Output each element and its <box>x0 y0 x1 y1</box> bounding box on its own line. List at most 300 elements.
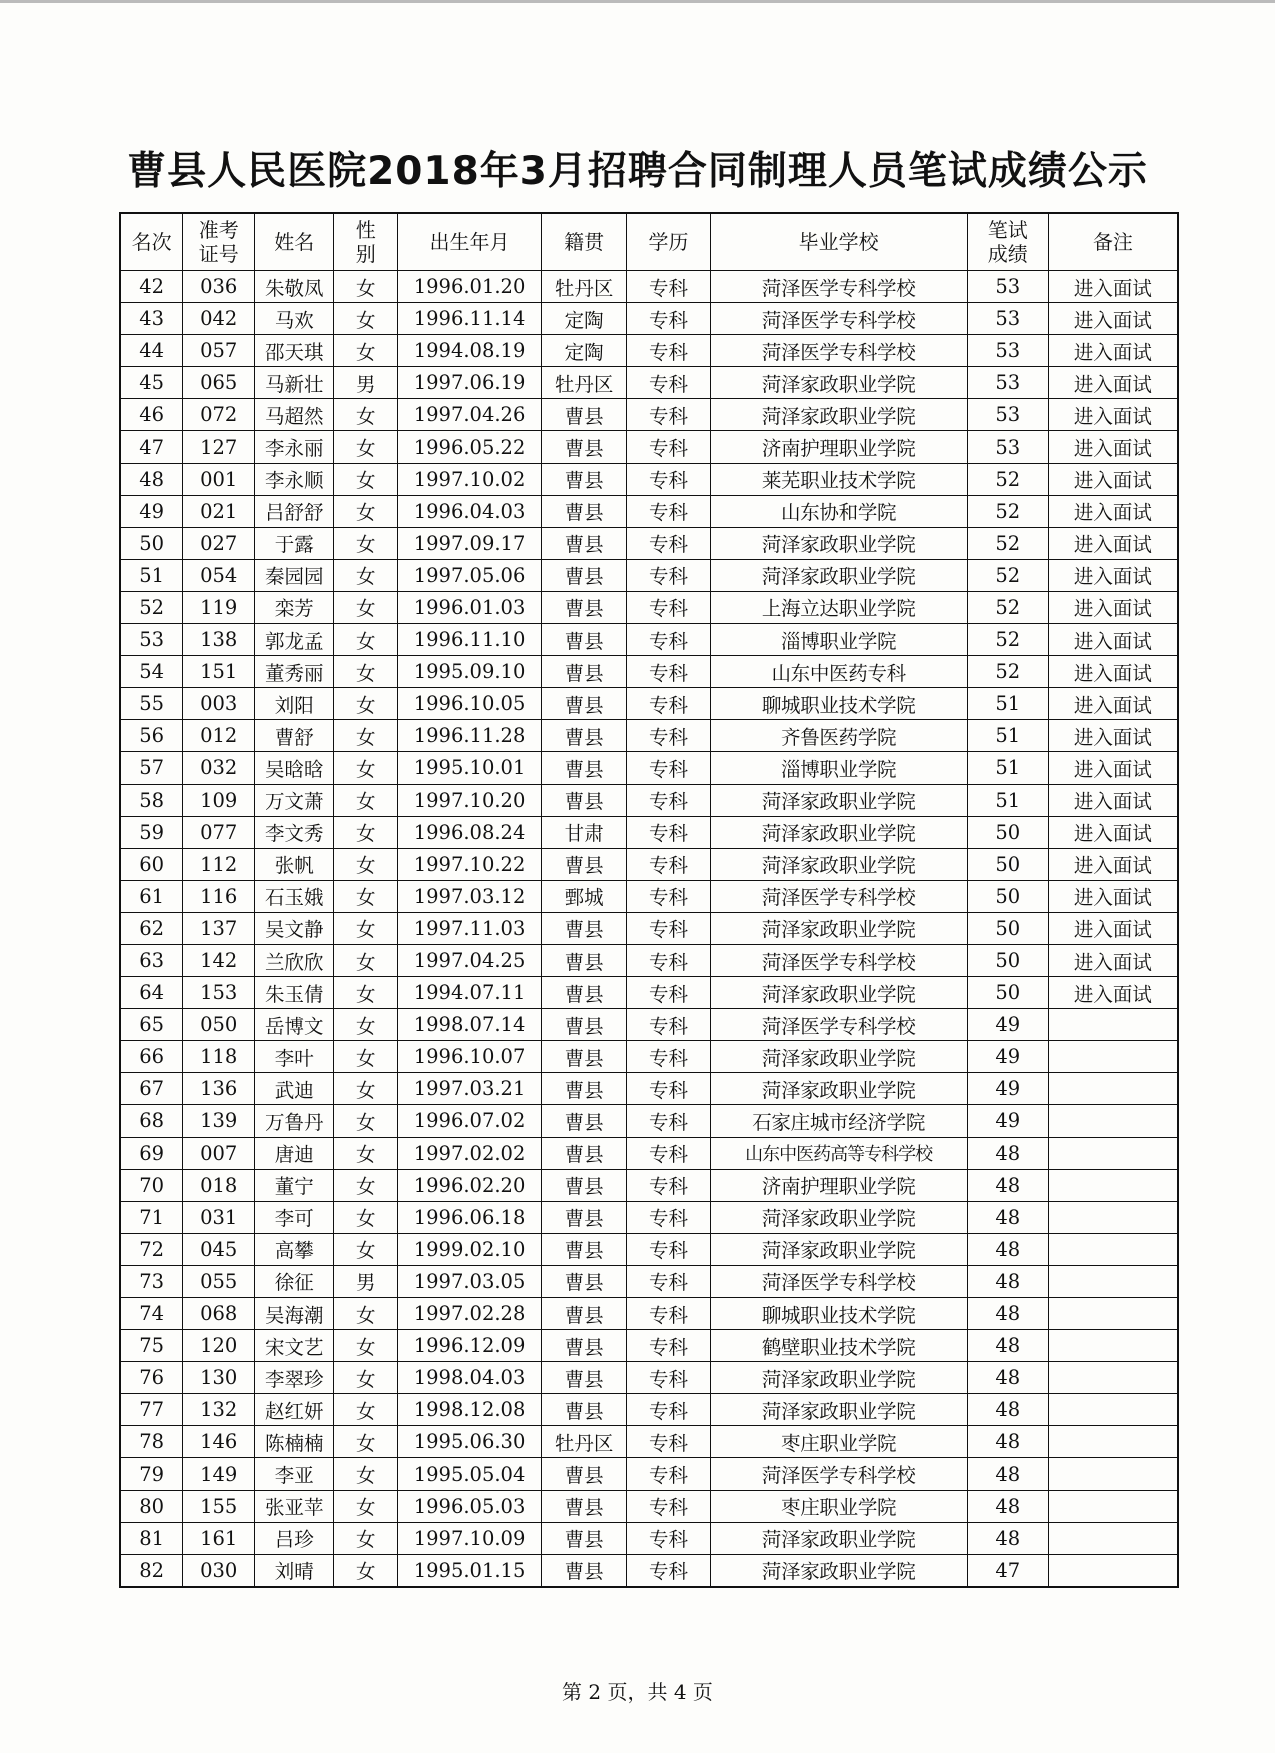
cell-written-score: 52 <box>967 591 1048 623</box>
cell-hometown: 曹县 <box>542 1394 627 1426</box>
cell-remark: 进入面试 <box>1048 784 1178 816</box>
cell-remark: 进入面试 <box>1048 527 1178 559</box>
cell-written-score: 48 <box>967 1201 1048 1233</box>
cell-school: 枣庄职业学院 <box>710 1490 967 1522</box>
cell-education: 专科 <box>627 656 710 688</box>
cell-ticket-no: 072 <box>183 399 255 431</box>
cell-remark <box>1048 1073 1178 1105</box>
cell-school: 菏泽家政职业学院 <box>710 1394 967 1426</box>
cell-hometown: 曹县 <box>542 1105 627 1137</box>
cell-rank: 75 <box>120 1330 183 1362</box>
cell-name: 陈楠楠 <box>255 1426 334 1458</box>
cell-education: 专科 <box>627 944 710 976</box>
cell-ticket-no: 055 <box>183 1265 255 1297</box>
cell-ticket-no: 142 <box>183 944 255 976</box>
cell-written-score: 49 <box>967 1105 1048 1137</box>
cell-rank: 52 <box>120 591 183 623</box>
cell-name: 宋文艺 <box>255 1330 334 1362</box>
table-row <box>120 880 1178 912</box>
header-rank: 名次 <box>120 213 183 271</box>
cell-written-score: 50 <box>967 880 1048 912</box>
cell-rank: 48 <box>120 463 183 495</box>
cell-school: 菏泽医学专科学校 <box>710 303 967 335</box>
table-row <box>120 688 1178 720</box>
cell-written-score: 50 <box>967 912 1048 944</box>
cell-ticket-no: 036 <box>183 271 255 303</box>
table-row <box>120 1009 1178 1041</box>
cell-remark: 进入面试 <box>1048 367 1178 399</box>
cell-rank: 50 <box>120 527 183 559</box>
cell-hometown: 曹县 <box>542 1458 627 1490</box>
cell-birth-date: 1996.10.07 <box>398 1041 542 1073</box>
cell-name: 兰欣欣 <box>255 944 334 976</box>
cell-name: 董宁 <box>255 1169 334 1201</box>
cell-remark <box>1048 1554 1178 1587</box>
cell-remark: 进入面试 <box>1048 752 1178 784</box>
cell-ticket-no: 146 <box>183 1426 255 1458</box>
cell-education: 专科 <box>627 463 710 495</box>
cell-ticket-no: 001 <box>183 463 255 495</box>
cell-remark <box>1048 1137 1178 1169</box>
cell-education: 专科 <box>627 977 710 1009</box>
cell-school: 齐鲁医药学院 <box>710 720 967 752</box>
cell-birth-date: 1996.04.03 <box>398 495 542 527</box>
cell-gender: 女 <box>334 559 398 591</box>
cell-remark: 进入面试 <box>1048 688 1178 720</box>
cell-education: 专科 <box>627 688 710 720</box>
cell-hometown: 曹县 <box>542 720 627 752</box>
cell-education: 专科 <box>627 1330 710 1362</box>
cell-name: 高攀 <box>255 1233 334 1265</box>
cell-ticket-no: 153 <box>183 977 255 1009</box>
cell-rank: 61 <box>120 880 183 912</box>
cell-hometown: 曹县 <box>542 399 627 431</box>
cell-hometown: 曹县 <box>542 656 627 688</box>
table-row <box>120 1522 1178 1554</box>
results-table <box>119 212 1179 1588</box>
cell-rank: 58 <box>120 784 183 816</box>
cell-education: 专科 <box>627 848 710 880</box>
cell-gender: 女 <box>334 1169 398 1201</box>
cell-school: 上海立达职业学院 <box>710 591 967 623</box>
cell-name: 刘阳 <box>255 688 334 720</box>
cell-hometown: 曹县 <box>542 591 627 623</box>
table-row <box>120 431 1178 463</box>
cell-remark <box>1048 1458 1178 1490</box>
cell-rank: 59 <box>120 816 183 848</box>
cell-written-score: 51 <box>967 784 1048 816</box>
table-row <box>120 1137 1178 1169</box>
cell-ticket-no: 007 <box>183 1137 255 1169</box>
table-row <box>120 1426 1178 1458</box>
cell-written-score: 49 <box>967 1041 1048 1073</box>
cell-rank: 65 <box>120 1009 183 1041</box>
cell-hometown: 牡丹区 <box>542 1426 627 1458</box>
cell-name: 李永顺 <box>255 463 334 495</box>
cell-gender: 女 <box>334 399 398 431</box>
cell-rank: 56 <box>120 720 183 752</box>
cell-hometown: 牡丹区 <box>542 271 627 303</box>
cell-school: 济南护理职业学院 <box>710 1169 967 1201</box>
cell-hometown: 曹县 <box>542 1169 627 1201</box>
cell-rank: 74 <box>120 1298 183 1330</box>
table-row <box>120 944 1178 976</box>
cell-gender: 女 <box>334 944 398 976</box>
cell-written-score: 53 <box>967 335 1048 367</box>
cell-education: 专科 <box>627 1041 710 1073</box>
cell-birth-date: 1996.06.18 <box>398 1201 542 1233</box>
cell-written-score: 48 <box>967 1298 1048 1330</box>
cell-education: 专科 <box>627 1073 710 1105</box>
table-row <box>120 1554 1178 1587</box>
cell-education: 专科 <box>627 527 710 559</box>
cell-education: 专科 <box>627 431 710 463</box>
table-row <box>120 720 1178 752</box>
cell-ticket-no: 149 <box>183 1458 255 1490</box>
cell-gender: 女 <box>334 624 398 656</box>
cell-birth-date: 1996.11.14 <box>398 303 542 335</box>
cell-birth-date: 1995.05.04 <box>398 1458 542 1490</box>
cell-education: 专科 <box>627 559 710 591</box>
cell-school: 鹤壁职业技术学院 <box>710 1330 967 1362</box>
table-row <box>120 303 1178 335</box>
cell-written-score: 48 <box>967 1233 1048 1265</box>
cell-written-score: 49 <box>967 1073 1048 1105</box>
cell-ticket-no: 042 <box>183 303 255 335</box>
cell-gender: 女 <box>334 1490 398 1522</box>
cell-ticket-no: 054 <box>183 559 255 591</box>
cell-school: 枣庄职业学院 <box>710 1426 967 1458</box>
cell-rank: 47 <box>120 431 183 463</box>
cell-education: 专科 <box>627 912 710 944</box>
cell-written-score: 50 <box>967 977 1048 1009</box>
cell-education: 专科 <box>627 335 710 367</box>
cell-education: 专科 <box>627 720 710 752</box>
cell-birth-date: 1995.01.15 <box>398 1554 542 1587</box>
cell-name: 石玉娥 <box>255 880 334 912</box>
cell-ticket-no: 012 <box>183 720 255 752</box>
cell-remark: 进入面试 <box>1048 495 1178 527</box>
cell-remark: 进入面试 <box>1048 303 1178 335</box>
cell-education: 专科 <box>627 1490 710 1522</box>
cell-rank: 54 <box>120 656 183 688</box>
cell-written-score: 48 <box>967 1362 1048 1394</box>
cell-birth-date: 1996.07.02 <box>398 1105 542 1137</box>
cell-name: 马新壮 <box>255 367 334 399</box>
cell-gender: 女 <box>334 271 398 303</box>
table-row <box>120 752 1178 784</box>
cell-name: 栾芳 <box>255 591 334 623</box>
cell-hometown: 曹县 <box>542 944 627 976</box>
cell-name: 邵天琪 <box>255 335 334 367</box>
cell-gender: 女 <box>334 1298 398 1330</box>
cell-ticket-no: 161 <box>183 1522 255 1554</box>
cell-rank: 51 <box>120 559 183 591</box>
cell-name: 秦园园 <box>255 559 334 591</box>
cell-birth-date: 1997.05.06 <box>398 559 542 591</box>
table-header-row <box>120 213 1178 271</box>
table-row <box>120 912 1178 944</box>
cell-written-score: 48 <box>967 1265 1048 1297</box>
cell-rank: 78 <box>120 1426 183 1458</box>
cell-school: 菏泽家政职业学院 <box>710 1362 967 1394</box>
cell-written-score: 48 <box>967 1394 1048 1426</box>
cell-ticket-no: 032 <box>183 752 255 784</box>
cell-school: 菏泽医学专科学校 <box>710 1458 967 1490</box>
cell-hometown: 曹县 <box>542 912 627 944</box>
cell-birth-date: 1997.03.12 <box>398 880 542 912</box>
cell-rank: 66 <box>120 1041 183 1073</box>
table-row <box>120 1394 1178 1426</box>
cell-ticket-no: 027 <box>183 527 255 559</box>
table-row <box>120 495 1178 527</box>
cell-education: 专科 <box>627 303 710 335</box>
cell-hometown: 曹县 <box>542 688 627 720</box>
cell-written-score: 52 <box>967 495 1048 527</box>
cell-gender: 女 <box>334 591 398 623</box>
cell-remark <box>1048 1201 1178 1233</box>
cell-education: 专科 <box>627 495 710 527</box>
cell-ticket-no: 120 <box>183 1330 255 1362</box>
cell-gender: 女 <box>334 335 398 367</box>
cell-rank: 80 <box>120 1490 183 1522</box>
table-row <box>120 463 1178 495</box>
cell-school: 菏泽家政职业学院 <box>710 527 967 559</box>
cell-ticket-no: 068 <box>183 1298 255 1330</box>
cell-written-score: 52 <box>967 527 1048 559</box>
cell-education: 专科 <box>627 1426 710 1458</box>
cell-birth-date: 1997.03.21 <box>398 1073 542 1105</box>
cell-rank: 55 <box>120 688 183 720</box>
cell-written-score: 48 <box>967 1522 1048 1554</box>
cell-school: 菏泽医学专科学校 <box>710 880 967 912</box>
cell-ticket-no: 030 <box>183 1554 255 1587</box>
cell-ticket-no: 151 <box>183 656 255 688</box>
cell-hometown: 牡丹区 <box>542 367 627 399</box>
cell-birth-date: 1996.08.24 <box>398 816 542 848</box>
cell-birth-date: 1998.12.08 <box>398 1394 542 1426</box>
cell-education: 专科 <box>627 624 710 656</box>
cell-gender: 女 <box>334 816 398 848</box>
cell-gender: 女 <box>334 688 398 720</box>
cell-rank: 53 <box>120 624 183 656</box>
cell-rank: 69 <box>120 1137 183 1169</box>
header-birth-date: 出生年月 <box>398 213 542 271</box>
cell-rank: 76 <box>120 1362 183 1394</box>
cell-school: 菏泽医学专科学校 <box>710 271 967 303</box>
cell-birth-date: 1997.02.02 <box>398 1137 542 1169</box>
cell-education: 专科 <box>627 752 710 784</box>
cell-gender: 女 <box>334 1105 398 1137</box>
cell-gender: 女 <box>334 463 398 495</box>
cell-remark <box>1048 1233 1178 1265</box>
cell-birth-date: 1997.04.26 <box>398 399 542 431</box>
cell-written-score: 52 <box>967 463 1048 495</box>
cell-written-score: 51 <box>967 752 1048 784</box>
cell-name: 张亚苹 <box>255 1490 334 1522</box>
cell-school: 菏泽医学专科学校 <box>710 1009 967 1041</box>
cell-remark <box>1048 1426 1178 1458</box>
cell-school: 石家庄城市经济学院 <box>710 1105 967 1137</box>
cell-birth-date: 1997.10.02 <box>398 463 542 495</box>
cell-ticket-no: 130 <box>183 1362 255 1394</box>
cell-gender: 女 <box>334 1394 398 1426</box>
cell-name: 徐征 <box>255 1265 334 1297</box>
cell-name: 万文萧 <box>255 784 334 816</box>
cell-gender: 女 <box>334 1073 398 1105</box>
cell-name: 朱玉倩 <box>255 977 334 1009</box>
cell-written-score: 52 <box>967 656 1048 688</box>
cell-ticket-no: 112 <box>183 848 255 880</box>
cell-birth-date: 1998.04.03 <box>398 1362 542 1394</box>
cell-ticket-no: 155 <box>183 1490 255 1522</box>
cell-remark: 进入面试 <box>1048 559 1178 591</box>
cell-ticket-no: 118 <box>183 1041 255 1073</box>
cell-ticket-no: 137 <box>183 912 255 944</box>
cell-birth-date: 1996.05.22 <box>398 431 542 463</box>
cell-remark: 进入面试 <box>1048 848 1178 880</box>
cell-school: 菏泽家政职业学院 <box>710 816 967 848</box>
cell-remark: 进入面试 <box>1048 720 1178 752</box>
cell-school: 菏泽家政职业学院 <box>710 784 967 816</box>
cell-name: 马超然 <box>255 399 334 431</box>
cell-rank: 62 <box>120 912 183 944</box>
table-row <box>120 271 1178 303</box>
cell-rank: 68 <box>120 1105 183 1137</box>
cell-education: 专科 <box>627 1169 710 1201</box>
cell-remark: 进入面试 <box>1048 624 1178 656</box>
table-row <box>120 977 1178 1009</box>
cell-education: 专科 <box>627 784 710 816</box>
cell-school: 聊城职业技术学院 <box>710 1298 967 1330</box>
header-name: 姓名 <box>255 213 334 271</box>
cell-gender: 女 <box>334 1330 398 1362</box>
header-hometown: 籍贯 <box>542 213 627 271</box>
table-row <box>120 624 1178 656</box>
cell-written-score: 48 <box>967 1426 1048 1458</box>
cell-remark: 进入面试 <box>1048 591 1178 623</box>
header-school: 毕业学校 <box>710 213 967 271</box>
cell-gender: 女 <box>334 495 398 527</box>
table-row <box>120 1073 1178 1105</box>
cell-hometown: 曹县 <box>542 1362 627 1394</box>
cell-written-score: 50 <box>967 944 1048 976</box>
cell-school: 菏泽家政职业学院 <box>710 977 967 1009</box>
header-gender: 性 别 <box>334 213 398 271</box>
cell-gender: 女 <box>334 880 398 912</box>
cell-education: 专科 <box>627 399 710 431</box>
cell-hometown: 曹县 <box>542 463 627 495</box>
cell-gender: 女 <box>334 784 398 816</box>
cell-ticket-no: 139 <box>183 1105 255 1137</box>
cell-school: 淄博职业学院 <box>710 752 967 784</box>
cell-gender: 女 <box>334 1458 398 1490</box>
cell-birth-date: 1996.02.20 <box>398 1169 542 1201</box>
cell-rank: 42 <box>120 271 183 303</box>
cell-education: 专科 <box>627 1522 710 1554</box>
table-row <box>120 591 1178 623</box>
cell-hometown: 曹县 <box>542 1330 627 1362</box>
cell-hometown: 曹县 <box>542 848 627 880</box>
cell-name: 李可 <box>255 1201 334 1233</box>
cell-ticket-no: 136 <box>183 1073 255 1105</box>
table-row <box>120 1169 1178 1201</box>
cell-name: 朱敬凤 <box>255 271 334 303</box>
page-title: 曹县人民医院2018年3月招聘合同制理人员笔试成绩公示 <box>127 149 1148 194</box>
table-row <box>120 1330 1178 1362</box>
cell-hometown: 曹县 <box>542 495 627 527</box>
cell-rank: 64 <box>120 977 183 1009</box>
cell-rank: 46 <box>120 399 183 431</box>
cell-name: 唐迪 <box>255 1137 334 1169</box>
cell-name: 万鲁丹 <box>255 1105 334 1137</box>
cell-education: 专科 <box>627 816 710 848</box>
cell-name: 赵红妍 <box>255 1394 334 1426</box>
cell-school: 菏泽医学专科学校 <box>710 335 967 367</box>
table-row <box>120 1298 1178 1330</box>
cell-gender: 女 <box>334 1426 398 1458</box>
cell-name: 张帆 <box>255 848 334 880</box>
cell-rank: 57 <box>120 752 183 784</box>
cell-gender: 女 <box>334 1554 398 1587</box>
cell-name: 吕珍 <box>255 1522 334 1554</box>
cell-birth-date: 1997.10.09 <box>398 1522 542 1554</box>
cell-hometown: 曹县 <box>542 1522 627 1554</box>
cell-remark <box>1048 1394 1178 1426</box>
cell-education: 专科 <box>627 1137 710 1169</box>
cell-remark: 进入面试 <box>1048 431 1178 463</box>
cell-written-score: 51 <box>967 688 1048 720</box>
table-row <box>120 367 1178 399</box>
cell-written-score: 53 <box>967 303 1048 335</box>
cell-gender: 女 <box>334 752 398 784</box>
cell-remark: 进入面试 <box>1048 912 1178 944</box>
cell-education: 专科 <box>627 1458 710 1490</box>
cell-school: 菏泽家政职业学院 <box>710 1073 967 1105</box>
cell-rank: 60 <box>120 848 183 880</box>
cell-education: 专科 <box>627 1298 710 1330</box>
cell-written-score: 48 <box>967 1458 1048 1490</box>
header-written-score: 笔试 成绩 <box>967 213 1048 271</box>
cell-school: 聊城职业技术学院 <box>710 688 967 720</box>
cell-name: 于露 <box>255 527 334 559</box>
cell-ticket-no: 050 <box>183 1009 255 1041</box>
cell-school: 菏泽家政职业学院 <box>710 399 967 431</box>
cell-birth-date: 1994.08.19 <box>398 335 542 367</box>
cell-rank: 82 <box>120 1554 183 1587</box>
cell-name: 李亚 <box>255 1458 334 1490</box>
cell-gender: 女 <box>334 1522 398 1554</box>
cell-school: 山东中医药专科 <box>710 656 967 688</box>
cell-birth-date: 1997.10.22 <box>398 848 542 880</box>
cell-birth-date: 1996.10.05 <box>398 688 542 720</box>
cell-birth-date: 1995.09.10 <box>398 656 542 688</box>
cell-ticket-no: 065 <box>183 367 255 399</box>
cell-written-score: 50 <box>967 816 1048 848</box>
table-row <box>120 784 1178 816</box>
cell-education: 专科 <box>627 1362 710 1394</box>
cell-remark: 进入面试 <box>1048 816 1178 848</box>
cell-education: 专科 <box>627 271 710 303</box>
cell-written-score: 48 <box>967 1137 1048 1169</box>
cell-name: 李文秀 <box>255 816 334 848</box>
cell-ticket-no: 003 <box>183 688 255 720</box>
cell-rank: 67 <box>120 1073 183 1105</box>
cell-gender: 女 <box>334 848 398 880</box>
cell-gender: 女 <box>334 1362 398 1394</box>
cell-written-score: 53 <box>967 367 1048 399</box>
cell-birth-date: 1997.11.03 <box>398 912 542 944</box>
